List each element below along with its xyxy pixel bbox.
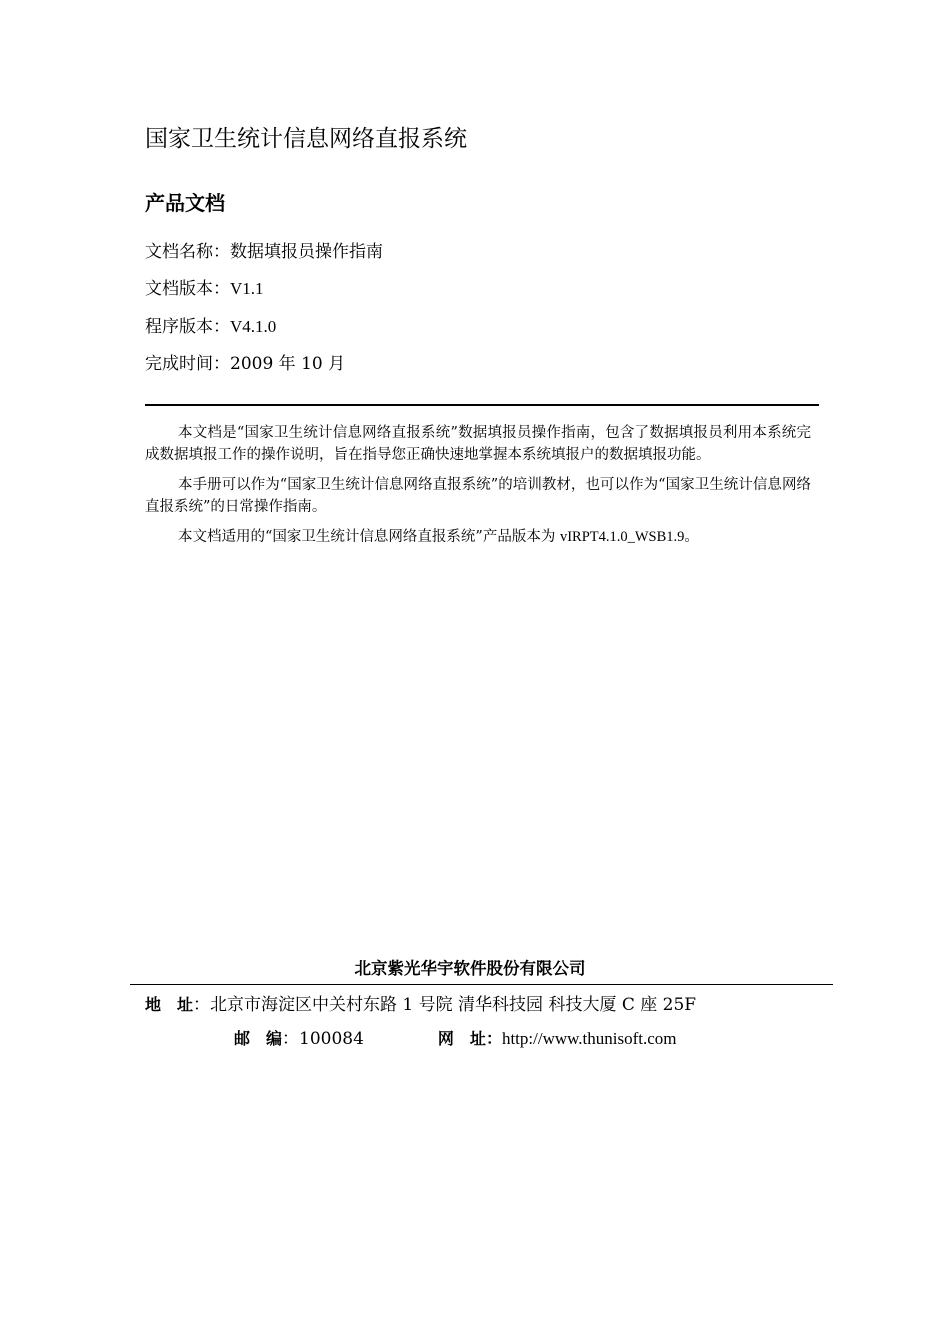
meta-label: 文档版本：	[145, 279, 230, 299]
website-label: 网 址	[437, 1029, 486, 1048]
company-name	[0, 957, 950, 981]
meta-completion-date	[145, 352, 345, 376]
abstract-p3-prefix: 本文档适用的“国家卫生统计信息网络直报系统”产品版本为	[178, 529, 560, 545]
address-row	[145, 992, 696, 1018]
meta-value: 数据填报员操作指南	[230, 242, 383, 262]
meta-label: 完成时间：	[145, 354, 230, 374]
address-label: 地 址	[145, 995, 194, 1014]
website-link[interactable]: http://www.thunisoft.com	[501, 1029, 677, 1048]
product-version: vIRPT4.1.0_WSB1.9	[559, 529, 685, 545]
meta-label: 文档名称：	[145, 242, 230, 262]
company-name-text: 北京紫光华宇软件股份有限公司	[354, 959, 586, 978]
meta-value: V4.1.0	[230, 317, 277, 336]
abstract-paragraph-3	[145, 526, 811, 548]
header-divider	[145, 404, 819, 406]
postcode-label: 邮 编	[234, 1029, 283, 1048]
meta-value: V1.1	[230, 279, 264, 298]
meta-program-version	[145, 315, 276, 339]
abstract	[145, 422, 811, 556]
postcode-colon: ：	[282, 1029, 300, 1049]
doc-heading: 产品文档	[145, 191, 225, 215]
postcode-value: 100084	[299, 1029, 364, 1049]
meta-label: 程序版本：	[145, 317, 230, 337]
contact-row	[234, 1026, 677, 1052]
abstract-paragraph-2: 本手册可以作为“国家卫生统计信息网络直报系统”的培训教材，也可以作为“国家卫生统计信息网络直报系统”的日常操作指南。	[145, 477, 811, 515]
address-value: 北京市海淀区中关村东路 1 号院 清华科技园 科技大厦 C 座 25F	[210, 995, 697, 1015]
meta-doc-version	[145, 277, 264, 301]
meta-doc-name	[145, 240, 383, 264]
meta-value: 2009 年 10 月	[230, 354, 346, 374]
system-title: 国家卫生统计信息网络直报系统	[145, 126, 467, 152]
footer-divider	[130, 984, 833, 985]
abstract-paragraph-1: 本文档是“国家卫生统计信息网络直报系统”数据填报员操作指南，包含了数据填报员利用本系统完成数据填报工作的操作说明，旨在指导您正确快速地掌握本系统填报户的数据填报功能。	[145, 425, 811, 463]
website-colon: ：	[485, 1029, 502, 1048]
abstract-p3-suffix: 。	[684, 529, 699, 545]
address-colon: ：	[193, 995, 211, 1015]
